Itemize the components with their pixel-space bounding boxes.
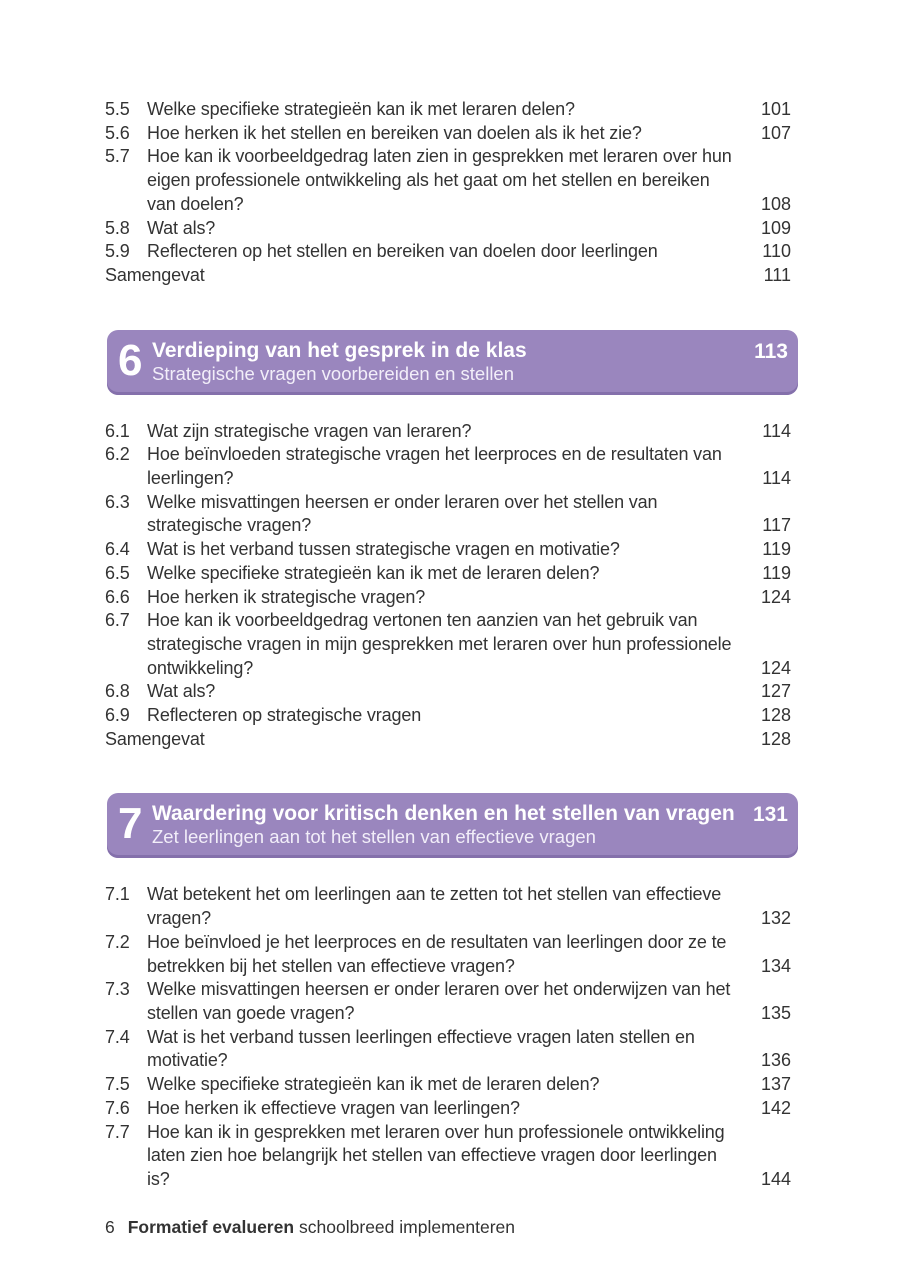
toc-entry (105, 145, 791, 216)
entry-text: Welke misvattingen heersen er onder leraren over het stellen van strategische vragen? (147, 491, 658, 536)
chapter-page-number: 131 (752, 803, 788, 827)
entry-text: Hoe beïnvloeden strategische vragen het leerproces en de resultaten van leerlingen? (147, 444, 722, 489)
entry-number: 5.8 (105, 217, 130, 238)
toc-entry (105, 704, 791, 728)
toc-entry (105, 1073, 791, 1097)
chapter-subtitle: Strategische vragen voorbereiden en stellen (152, 362, 515, 384)
entry-text: Samengevat (105, 264, 205, 285)
entry-text: Hoe herken ik strategische vragen? (147, 586, 426, 607)
entry-page-number: 114 (762, 420, 791, 441)
entry-text: Welke specifieke strategieën kan ik met leraren delen? (147, 99, 575, 119)
toc-entry (105, 883, 791, 930)
toc-entry-group (105, 420, 791, 752)
toc-entry (105, 538, 791, 562)
footer-page-number: 6 (105, 1217, 115, 1237)
toc-entry (105, 98, 791, 122)
chapter-banner (107, 793, 798, 858)
entry-page-number: 110 (762, 241, 791, 262)
entry-text: Wat betekent het om leerlingen aan te zetten tot het stellen van effectieve vragen? (147, 884, 722, 929)
entry-number: 7.5 (105, 1074, 130, 1095)
toc-entry (105, 1026, 791, 1073)
entry-page-number: 111 (763, 264, 791, 285)
entry-page-number: 109 (760, 217, 791, 238)
chapter-subtitle: Zet leerlingen aan tot het stellen van effectieve vragen (152, 826, 596, 848)
entry-number: 7.1 (105, 884, 130, 905)
toc-entry (105, 240, 791, 264)
chapter-title: Verdieping van het gesprek in de klas (152, 338, 527, 362)
entry-number: 6.6 (105, 586, 130, 607)
entry-page-number: 136 (760, 1050, 791, 1071)
entry-number: 5.7 (105, 146, 130, 167)
entry-page-number: 128 (760, 728, 791, 749)
chapter-title-block (152, 800, 741, 848)
entry-text: Hoe kan ik voorbeeldgedrag vertonen ten aanzien van het gebruik van strategische vragen in mijn gesprekken met leraren over hun professionele ontwikkeling? (147, 610, 732, 678)
entry-text: Hoe beïnvloed je het leerproces en de resultaten van leerlingen door ze te betrekken bij het stellen van effectieve vragen? (147, 931, 727, 976)
entry-text: Welke specifieke strategieën kan ik met de leraren delen? (147, 562, 600, 583)
toc-entry (105, 443, 791, 490)
chapter-page-number: 113 (754, 339, 788, 363)
entry-page-number: 124 (760, 657, 791, 678)
entry-number: 7.3 (105, 979, 130, 1000)
entry-page-number: 135 (760, 1002, 791, 1023)
entry-number: 7.4 (105, 1026, 130, 1047)
entry-number: 7.2 (105, 931, 130, 952)
toc-entry (105, 609, 791, 680)
entry-number: 7.7 (105, 1121, 130, 1142)
entry-page-number: 144 (760, 1168, 791, 1189)
entry-number: 6.4 (105, 539, 130, 560)
entry-text: Hoe kan ik in gesprekken met leraren over hun professionele ontwikkeling laten zien hoe belangrijk het stellen van effectieve vragen door leerlingen is? (147, 1121, 725, 1189)
entry-number: 5.6 (105, 122, 130, 143)
entry-text: Wat is het verband tussen strategische vragen en motivatie? (147, 539, 620, 560)
toc-entry (105, 264, 791, 288)
toc-entry (105, 1097, 791, 1121)
entry-page-number: 124 (760, 586, 791, 607)
toc-entry (105, 122, 791, 146)
entry-page-number: 119 (762, 562, 791, 583)
entry-number: 6.2 (105, 444, 130, 465)
chapter-title-block (152, 337, 742, 385)
entry-text: Reflecteren op het stellen en bereiken van doelen door leerlingen (147, 241, 658, 262)
entry-text: Welke specifieke strategieën kan ik met de leraren delen? (147, 1074, 600, 1095)
toc-entry (105, 217, 791, 241)
toc-entry (105, 491, 791, 538)
chapter-number: 6 (118, 335, 143, 385)
entry-page-number: 108 (760, 193, 791, 214)
toc-entry (105, 680, 791, 704)
footer-book-title: Formatief evalueren (127, 1217, 295, 1237)
toc-entry (105, 1121, 791, 1192)
entry-number: 6.7 (105, 610, 130, 631)
entry-page-number: 132 (760, 908, 791, 929)
chapter-title: Waardering voor kritisch denken en het stellen van vragen (152, 802, 735, 826)
toc-entry (105, 978, 791, 1025)
entry-page-number: 107 (760, 122, 791, 143)
entry-text: Hoe herken ik effectieve vragen van leerlingen? (147, 1097, 520, 1118)
toc-content (105, 98, 791, 1192)
entry-text: Wat zijn strategische vragen van leraren? (147, 420, 472, 441)
entry-text: Welke misvattingen heersen er onder leraren over het onderwijzen van het stellen van goede vragen? (147, 979, 731, 1023)
toc-entry (105, 931, 791, 978)
toc-entry-group (105, 98, 791, 288)
chapter-number: 7 (118, 799, 143, 849)
toc-entry (105, 420, 791, 444)
entry-number: 5.5 (105, 99, 130, 119)
entry-text: Wat is het verband tussen leerlingen effectieve vragen laten stellen en motivatie? (147, 1026, 695, 1071)
toc-entry-group (105, 883, 791, 1191)
entry-text: Hoe kan ik voorbeeldgedrag laten zien in gesprekken met leraren over hun eigen professionele ontwikkeling als het gaat om het stellen en bereiken van doelen? (147, 146, 732, 214)
entry-page-number: 101 (760, 99, 791, 119)
entry-page-number: 128 (760, 705, 791, 726)
entry-number: 6.3 (105, 491, 130, 512)
entry-number: 6.1 (105, 420, 130, 441)
entry-page-number: 117 (762, 515, 791, 536)
entry-page-number: 142 (760, 1097, 791, 1118)
entry-text: Reflecteren op strategische vragen (147, 705, 422, 726)
chapter-banner (107, 330, 798, 395)
toc-entry (105, 586, 791, 610)
entry-number: 6.8 (105, 681, 130, 702)
entry-number: 6.9 (105, 705, 130, 726)
footer-book-subtitle: schoolbreed implementeren (299, 1217, 516, 1237)
entry-page-number: 114 (762, 468, 791, 489)
entry-text: Wat als? (147, 681, 216, 702)
entry-number: 5.9 (105, 241, 130, 262)
entry-page-number: 119 (762, 539, 791, 560)
entry-number: 7.6 (105, 1097, 130, 1118)
entry-text: Hoe herken ik het stellen en bereiken van doelen als ik het zie? (147, 122, 642, 143)
entry-page-number: 134 (760, 955, 791, 976)
toc-entry (105, 562, 791, 586)
toc-entry (105, 728, 791, 752)
entry-text: Wat als? (147, 217, 216, 238)
entry-page-number: 137 (760, 1074, 791, 1095)
entry-number: 6.5 (105, 562, 130, 583)
page-footer (105, 1216, 515, 1238)
entry-page-number: 127 (760, 681, 791, 702)
entry-text: Samengevat (105, 728, 205, 749)
